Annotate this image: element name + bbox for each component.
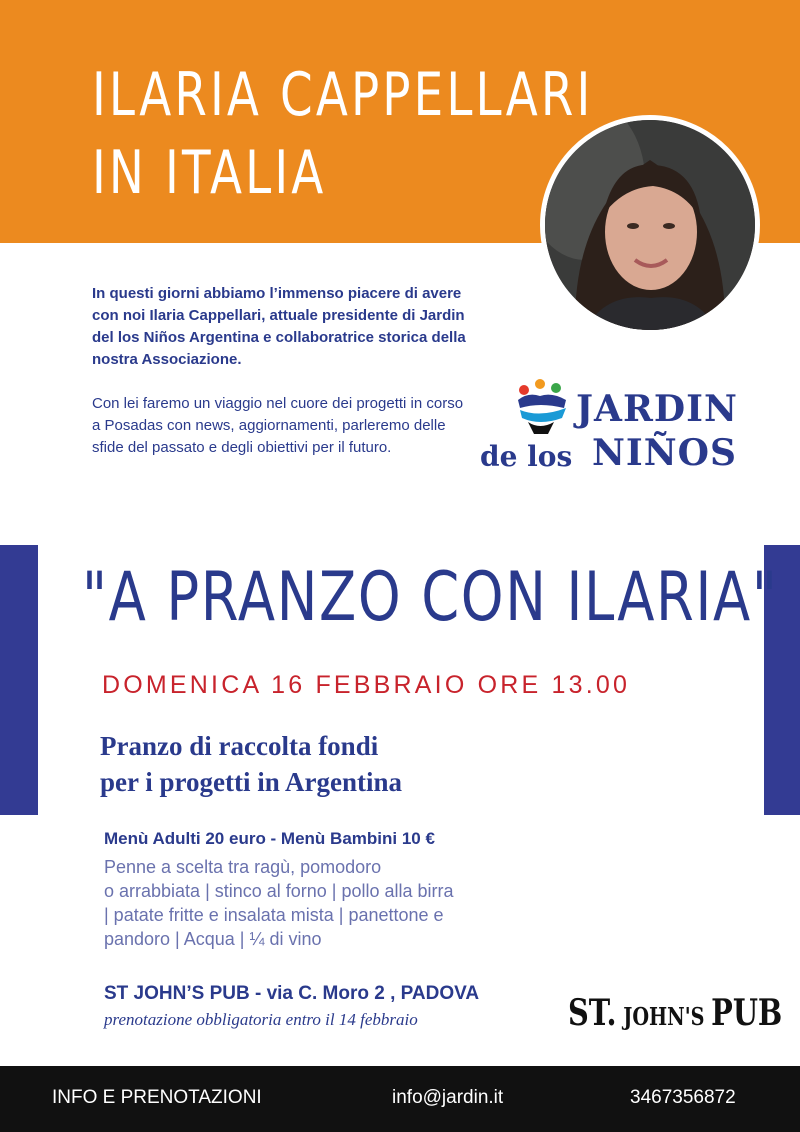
left-accent-bar [0,545,38,815]
header-title-line1: ILARIA CAPPELLARI [92,60,594,130]
intro-paragraph-2: Con lei faremo un viaggio nel cuore dei progetti in corso a Posadas con news, aggiornamenti, parleremo delle sfide del passato e degli obiettivi per il futuro. [92,395,464,456]
footer-bar [0,1066,800,1132]
footer-info-label: INFO E PRENOTAZIONI [52,1087,262,1108]
footer-phone-link[interactable]: 3467356872 [630,1087,736,1108]
event-subtitle-line1: Pranzo di raccolta fondi [100,731,379,761]
menu-line-4: pandoro | Acqua | ¼ di vino [104,929,322,949]
intro-text [92,283,472,459]
pub-logo-part1: ST. [568,992,617,1034]
logo-word-jardin: JARDIN [576,388,738,430]
event-date: DOMENICA 16 FEBBRAIO ORE 13.00 [102,671,631,699]
pub-logo-part2: JOHN'S [616,1002,712,1031]
footer-email-link[interactable]: info@jardin.it [392,1087,504,1108]
jardin-logo [480,378,750,478]
st-johns-pub-logo [568,992,782,1034]
event-title: "A PRANZO CON ILARIA" [82,558,779,637]
booking-note: prenotazione obbligatoria entro il 14 febbraio [104,1010,418,1029]
event-subtitle [100,728,580,800]
menu-description [104,855,524,951]
portrait-image [545,120,755,330]
pub-logo-part3: PUB [711,992,783,1034]
logo-word-ninos: NIÑOS [592,432,738,474]
venue-address: ST JOHN’S PUB - via C. Moro 2 , PADOVA [104,983,480,1004]
portrait-photo [540,115,760,335]
menu-line-2: o arrabbiata | stinco al forno | pollo alla birra [104,881,454,901]
header-title-line2: IN ITALIA [92,138,327,208]
menu-line-3: | patate fritte e insalata mista | panettone e [104,905,444,925]
logo-word-delos: de los [480,440,573,473]
intro-paragraph-1: In questi giorni abbiamo l’immenso piacere di avere con noi Ilaria Cappellari, attuale presidente di Jardin del los Niños Argentina e collaboratrice storica della nostra Associazione. [92,285,466,368]
people-circle-icon [514,378,572,436]
event-subtitle-line2: per i progetti in Argentina [100,767,402,797]
menu-heading: Menù Adulti 20 euro - Menù Bambini 10 € [104,829,435,848]
menu-line-1: Penne a scelta tra ragù, pomodoro [104,857,382,877]
